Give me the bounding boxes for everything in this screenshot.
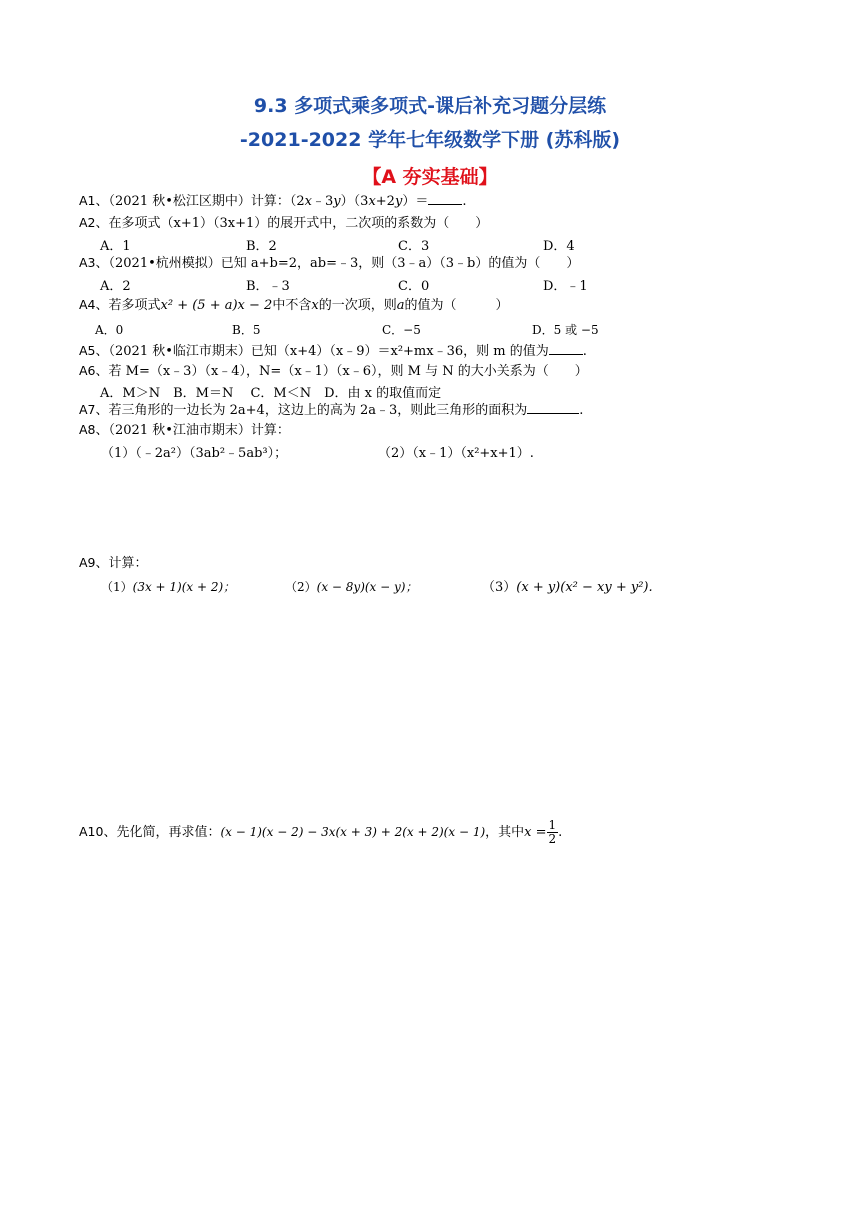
question-id: A8	[79, 422, 96, 437]
question-id: A7	[79, 402, 96, 417]
section-heading: 【A 夯实基础】	[362, 166, 498, 188]
option-c: C．0	[398, 279, 430, 294]
option-c: C．−5	[382, 323, 421, 337]
math-expression: (x − 8y)(x − y)；	[316, 580, 418, 594]
question-id: A2	[79, 215, 96, 230]
doc-title-line1: 9.3 多项式乘多项式-课后补充习题分层练	[253, 95, 607, 117]
option-c: C．3	[398, 239, 430, 254]
subquestion-1: （1）（﹣2a²）（3ab²﹣5ab³）；	[101, 446, 288, 461]
math-expression: (3x + 1)(x + 2)；	[132, 580, 236, 594]
subquestion-2: （2）（x﹣1）（x²+x+1）.	[378, 446, 534, 461]
answer-blank[interactable]	[428, 192, 462, 205]
question-a3: A3、（2021•杭州模拟）已知 a+b=2，ab=﹣3，则（3﹣a）（3﹣b）的值为（ ）	[79, 255, 580, 271]
question-a4: A4、若多项式x² + (5 + a)x − 2中不含x的一次项，则a的值为（ ）	[79, 297, 509, 313]
option-b: B．5	[232, 323, 261, 337]
option-b: B．﹣3	[246, 279, 290, 294]
question-a9: A9、计算：	[79, 555, 148, 571]
doc-title-line2: -2021-2022 学年七年级数学下册 (苏科版)	[239, 129, 621, 151]
question-a1: A1、（2021 秋•松江区期中）计算：（2x﹣3y）（3x+2y）＝ .	[79, 193, 467, 209]
question-id: A4	[79, 297, 96, 312]
question-a2: A2、在多项式（x+1）（3x+1）的展开式中，二次项的系数为（ ）	[79, 215, 489, 231]
math-expression: x² + (5 + a)x − 2	[160, 298, 273, 313]
question-id: A5	[79, 343, 96, 358]
answer-blank[interactable]	[549, 342, 583, 355]
option-a: A．0	[95, 323, 124, 337]
option-a: A．1	[100, 239, 131, 254]
question-id: A10	[79, 824, 104, 839]
question-id: A1	[79, 193, 96, 208]
question-a6: A6、若 M=（x﹣3）（x﹣4），N=（x﹣1）（x﹣6），则 M 与 N 的大小关系为（ ）	[79, 363, 588, 379]
option-d: D．4	[543, 239, 575, 254]
question-id: A3	[79, 255, 96, 270]
option-d: D．5 或 −5	[532, 323, 599, 337]
answer-blank[interactable]	[527, 401, 579, 414]
fraction: $\frac{1}{2}$	[548, 818, 557, 846]
math-expression: (x + y)(x² − xy + y²).	[516, 580, 653, 595]
option-row: A．M＞N B．M＝N C．M＜N D．由 x 的取值而定	[100, 386, 442, 401]
question-id: A6	[79, 363, 96, 378]
math-expression: (x − 1)(x − 2) − 3x(x + 3) + 2(x + 2)(x − 1)	[220, 825, 486, 839]
question-a5: A5、（2021 秋•临江市期末）已知（x+4）（x﹣9）＝x²+mx﹣36，则 m 的值为 .	[79, 343, 587, 359]
option-b: B．2	[246, 239, 277, 254]
question-a7: A7、若三角形的一边长为 2a+4，这边上的高为 2a﹣3，则此三角形的面积为 .	[79, 402, 584, 418]
option-d: D．﹣1	[543, 279, 588, 294]
option-a: A．2	[100, 279, 131, 294]
subquestion-2: （2）(x − 8y)(x − y)；	[285, 580, 418, 594]
question-a8: A8、（2021 秋•江油市期末）计算：	[79, 422, 290, 438]
subquestion-1: （1）(3x + 1)(x + 2)；	[101, 580, 236, 594]
question-a10: A10、先化简，再求值：(x − 1)(x − 2) − 3x(x + 3) + 2(x + 2)(x − 1)，其中x = $\frac{1}{2}$ .	[79, 818, 563, 846]
subquestion-3: （3）(x + y)(x² − xy + y²).	[482, 580, 653, 595]
question-id: A9	[79, 555, 96, 570]
